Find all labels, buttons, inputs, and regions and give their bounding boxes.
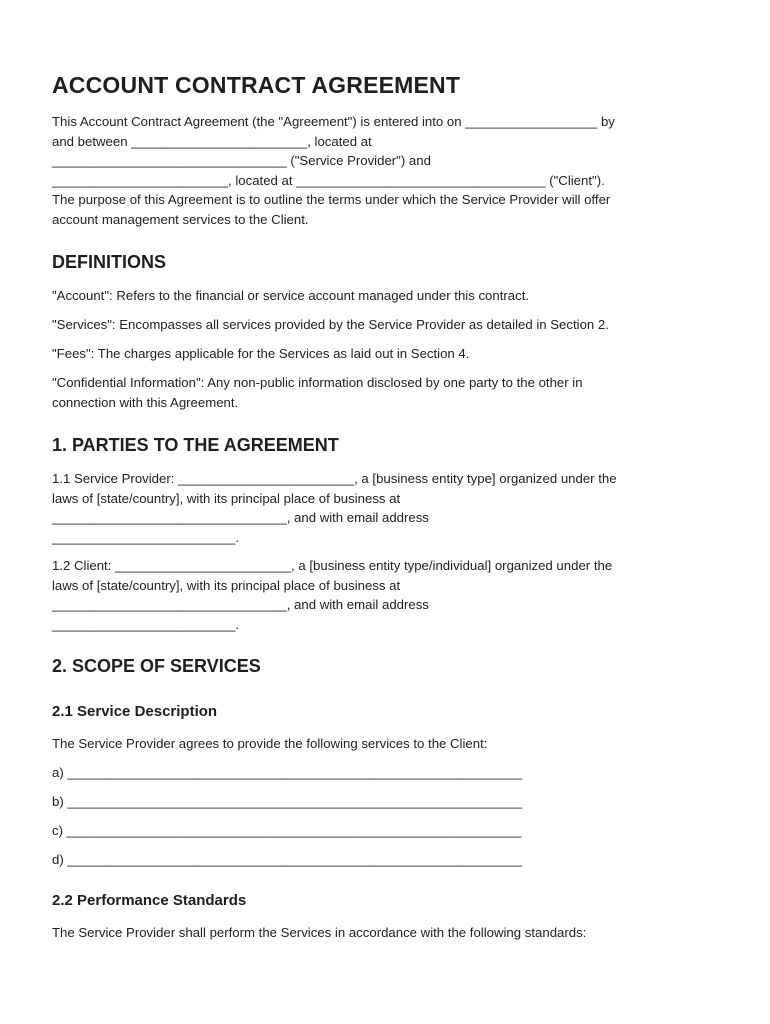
service-description-intro: The Service Provider agrees to provide the following services to the Client:	[52, 736, 488, 751]
client-clause	[52, 556, 720, 634]
definition-confidential	[52, 373, 720, 412]
intro-paragraph	[52, 112, 720, 229]
definition-services: "Services": Encompasses all services provided by the Service Provider as detailed in Section 2.	[52, 317, 609, 332]
service-description-heading: 2.1 Service Description	[52, 703, 218, 720]
intro-line: and between ________________________, located at	[52, 133, 372, 149]
definition-fees: "Fees": The charges applicable for the Services as laid out in Section 4.	[52, 346, 470, 361]
performance-standards-heading: 2.2 Performance Standards	[52, 891, 247, 909]
intro-line: ________________________________ ("Service Provider") and	[52, 153, 431, 168]
service-provider-clause	[52, 469, 720, 547]
client-line: laws of [state/country], with its principal place of business at	[52, 577, 401, 593]
client-line: _________________________.	[52, 616, 240, 632]
service-item-c: c) ______________________________________________________________	[52, 823, 522, 838]
service-item-d: d) ______________________________________________________________	[52, 852, 523, 867]
definition-account: "Account": Refers to the financial or service account managed under this contract.	[52, 288, 530, 303]
performance-standards-intro: The Service Provider shall perform the Services in accordance with the following standards:	[52, 924, 587, 940]
provider-line: ________________________________, and with email address	[52, 510, 429, 525]
intro-line: This Account Contract Agreement (the "Agreement") is entered into on __________________ by	[52, 114, 615, 129]
parties-heading: 1. PARTIES TO THE AGREEMENT	[52, 435, 339, 455]
provider-line: 1.1 Service Provider: ________________________, a [business entity type] organized under the	[52, 471, 617, 486]
definitions-heading: DEFINITIONS	[52, 252, 167, 272]
service-item-b: b) ______________________________________________________________	[52, 794, 523, 809]
provider-line: laws of [state/country], with its principal place of business at	[52, 490, 401, 506]
scope-heading: 2. SCOPE OF SERVICES	[52, 656, 261, 676]
service-item-a: a) ______________________________________________________________	[52, 765, 523, 780]
intro-line: The purpose of this Agreement is to outline the terms under which the Service Provider will offer	[52, 192, 611, 207]
client-line: 1.2 Client: ________________________, a [business entity type/individual] organized under the	[52, 558, 613, 573]
definition-confidential-line: "Confidential Information": Any non-public information disclosed by one party to the other in	[52, 375, 583, 390]
intro-line: ________________________, located at __________________________________ ("Client").	[52, 172, 605, 188]
intro-line: account management services to the Client.	[52, 211, 309, 227]
document-page	[52, 70, 720, 942]
client-line: ________________________________, and with email address	[52, 597, 429, 612]
provider-line: _________________________.	[52, 529, 240, 545]
document-title: ACCOUNT CONTRACT AGREEMENT	[52, 72, 461, 98]
definition-confidential-line: connection with this Agreement.	[52, 394, 239, 410]
